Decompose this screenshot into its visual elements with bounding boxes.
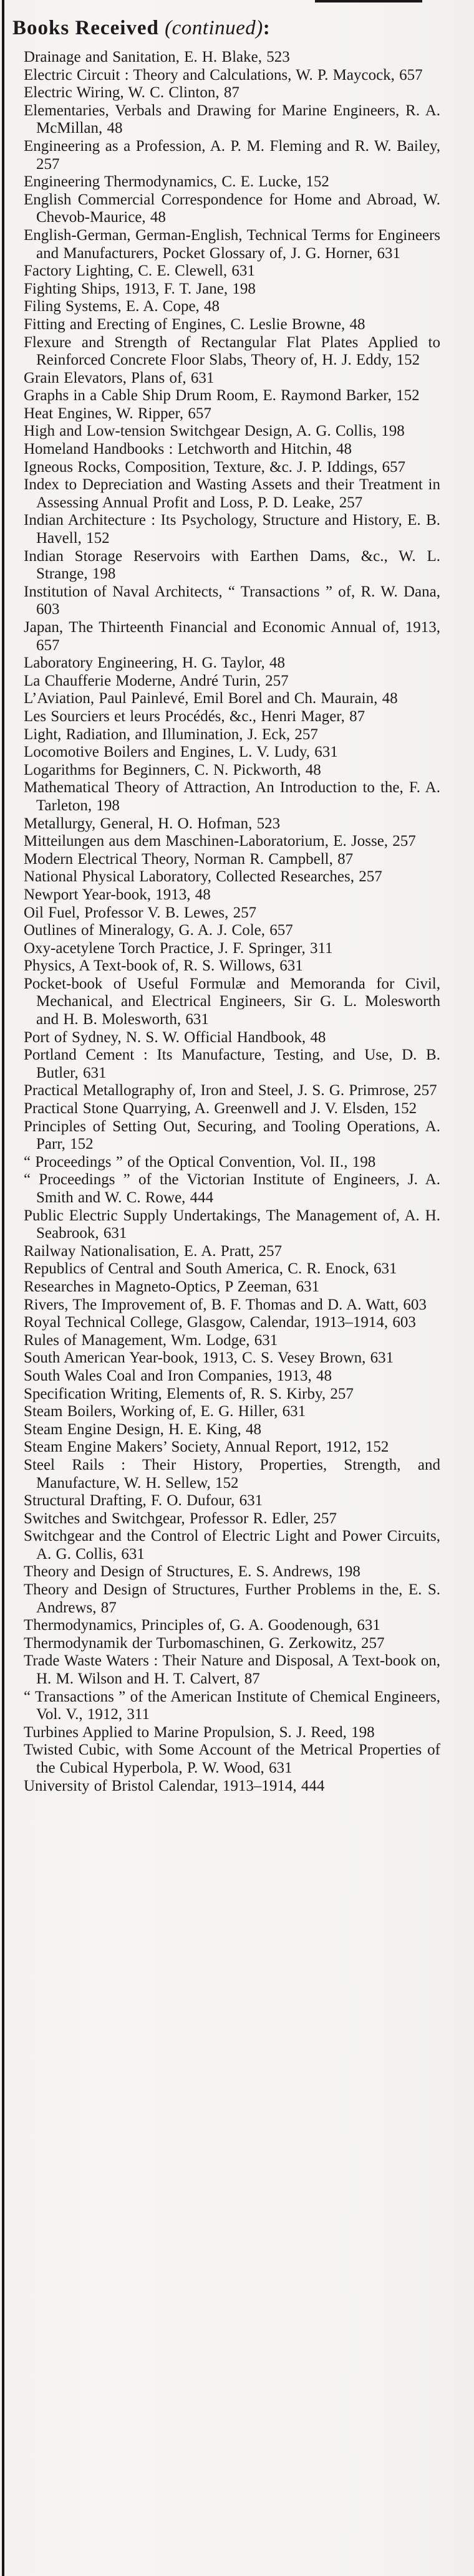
- book-entry: Twisted Cubic, with Some Account of the Metrical Properties of the Cubical Hyperbola, P. W. Wood, 631: [24, 1741, 440, 1776]
- book-entry: Indian Architecture : Its Psychology, Structure and History, E. B. Havell, 152: [24, 512, 440, 547]
- book-entry: Rivers, The Improvement of, B. F. Thomas and D. A. Watt, 603: [24, 1296, 427, 1313]
- book-entry: Railway Nationalisation, E. A. Pratt, 257: [24, 1242, 282, 1260]
- book-entry: English-German, German-English, Technical Terms for Engineers and Manufacturers, Pocket Glossary of, J. G. Horner, 631: [24, 226, 440, 262]
- book-entry: Indian Storage Reservoirs with Earthen Dams, &c., W. L. Strange, 198: [24, 547, 440, 583]
- book-entry: Theory and Design of Structures, Further Problems in the, E. S. Andrews, 87: [24, 1581, 440, 1616]
- book-entry: L’Aviation, Paul Painlevé, Emil Borel and Ch. Maurain, 48: [24, 690, 398, 707]
- book-entry: Specification Writing, Elements of, R. S. Kirby, 257: [24, 1385, 354, 1402]
- section-heading-colon: :: [263, 17, 271, 39]
- section-heading: [0, 0, 474, 40]
- book-entry: Theory and Design of Structures, E. S. Andrews, 198: [24, 1563, 360, 1581]
- book-entry: High and Low-tension Switchgear Design, A. G. Collis, 198: [24, 423, 405, 440]
- book-entry: La Chaufferie Moderne, André Turin, 257: [24, 672, 289, 689]
- book-entry: “ Proceedings ” of the Victorian Institute of Engineers, J. A. Smith and W. C. Rowe, 444: [24, 1171, 440, 1206]
- book-entry: Engineering as a Profession, A. P. M. Fleming and R. W. Bailey, 257: [24, 137, 440, 173]
- book-entry: Light, Radiation, and Illumination, J. Eck, 257: [24, 725, 318, 743]
- book-entry: Mitteilungen aus dem Maschinen-Laboratorium, E. Josse, 257: [24, 833, 416, 850]
- book-entry: University of Bristol Calendar, 1913–1914, 444: [24, 1777, 325, 1794]
- book-entry: Index to Depreciation and Wasting Assets and their Treatment in Assessing Annual Profit and Loss, P. D. Leake, 257: [24, 476, 440, 511]
- book-entry: “ Proceedings ” of the Optical Convention, Vol. II., 198: [24, 1153, 376, 1171]
- book-entry: Heat Engines, W. Ripper, 657: [24, 405, 211, 422]
- book-entry: Les Sourciers et leurs Procédés, &c., Henri Mager, 87: [24, 707, 365, 725]
- book-entry: Turbines Applied to Marine Propulsion, S. J. Reed, 198: [24, 1723, 375, 1741]
- book-entry: Outlines of Mineralogy, G. A. J. Cole, 657: [24, 922, 293, 939]
- book-entry: Practical Stone Quarrying, A. Greenwell and J. V. Elsden, 152: [24, 1100, 417, 1118]
- book-entry: Metallurgy, General, H. O. Hofman, 523: [24, 815, 281, 832]
- book-entry: National Physical Laboratory, Collected Researches, 257: [24, 868, 382, 886]
- book-entry: Homeland Handbooks : Letchworth and Hitchin, 48: [24, 441, 352, 458]
- book-entry: Engineering Thermodynamics, C. E. Lucke, 152: [24, 173, 329, 191]
- book-entry: Thermodynamics, Principles of, G. A. Goodenough, 631: [24, 1617, 380, 1634]
- book-entry: Fitting and Erecting of Engines, C. Leslie Browne, 48: [24, 315, 365, 333]
- book-entry: Factory Lighting, C. E. Clewell, 631: [24, 262, 255, 280]
- book-entry: Oil Fuel, Professor V. B. Lewes, 257: [24, 904, 257, 921]
- book-entry: Principles of Setting Out, Securing, and Tooling Operations, A. Parr, 152: [24, 1118, 440, 1153]
- book-entry: Trade Waste Waters : Their Nature and Disposal, A Text-book on, H. M. Wilson and H. T. Calvert, 87: [24, 1652, 440, 1688]
- book-entry: Portland Cement : Its Manufacture, Testing, and Use, D. B. Butler, 631: [24, 1046, 440, 1081]
- book-entry: Graphs in a Cable Ship Drum Room, E. Raymond Barker, 152: [24, 387, 420, 405]
- book-entry: Logarithms for Beginners, C. N. Pickworth, 48: [24, 761, 321, 778]
- book-list: [0, 40, 474, 1795]
- book-entry: Flexure and Strength of Rectangular Flat Plates Applied to Reinforced Concrete Floor Slabs, Theory of, H. J. Eddy, 152: [24, 333, 440, 369]
- book-entry: Drainage and Sanitation, E. H. Blake, 523: [24, 49, 290, 65]
- book-entry: Elementaries, Verbals and Drawing for Marine Engineers, R. A. McMillan, 48: [24, 102, 440, 137]
- book-entry: Electric Wiring, W. C. Clinton, 87: [24, 84, 239, 102]
- book-entry: Institution of Naval Architects, “ Transactions ” of, R. W. Dana, 603: [24, 583, 440, 618]
- book-entry: Laboratory Engineering, H. G. Taylor, 48: [24, 654, 286, 672]
- top-edge-line: [315, 0, 422, 2]
- book-entry: Switches and Switchgear, Professor R. Edler, 257: [24, 1510, 337, 1527]
- book-entry: Japan, The Thirteenth Financial and Economic Annual of, 1913, 657: [24, 619, 440, 654]
- book-entry: Locomotive Boilers and Engines, L. V. Ludy, 631: [24, 744, 338, 761]
- book-entry: South Wales Coal and Iron Companies, 1913, 48: [24, 1367, 332, 1384]
- book-entry: Steel Rails : Their History, Properties, Strength, and Manufacture, W. H. Sellew, 152: [24, 1456, 440, 1491]
- book-entry: Thermodynamik der Turbomaschinen, G. Zerkowitz, 257: [24, 1634, 385, 1652]
- book-entry: English Commercial Correspondence for Home and Abroad, W. Chevob-Maurice, 48: [24, 191, 440, 226]
- book-entry: Rules of Management, Wm. Lodge, 631: [24, 1331, 278, 1349]
- book-entry: Grain Elevators, Plans of, 631: [24, 369, 215, 386]
- book-entry: Oxy-acetylene Torch Practice, J. F. Springer, 311: [24, 939, 333, 957]
- book-entry: “ Transactions ” of the American Institute of Chemical Engineers, Vol. V., 1912, 311: [24, 1688, 440, 1723]
- book-entry: Structural Drafting, F. O. Dufour, 631: [24, 1492, 263, 1510]
- book-entry: Steam Boilers, Working of, E. G. Hiller, 631: [24, 1403, 306, 1420]
- book-entry: Fighting Ships, 1913, F. T. Jane, 198: [24, 280, 256, 297]
- book-entry: Igneous Rocks, Composition, Texture, &c. J. P. Iddings, 657: [24, 458, 406, 476]
- book-entry: Public Electric Supply Undertakings, The Management of, A. H. Seabrook, 631: [24, 1207, 440, 1242]
- book-entry: Steam Engine Design, H. E. King, 48: [24, 1420, 261, 1438]
- section-heading-title: Books Received: [12, 17, 159, 39]
- book-entry: Practical Metallography of, Iron and Steel, J. S. G. Primrose, 257: [24, 1082, 437, 1099]
- book-entry: Port of Sydney, N. S. W. Official Handbook, 48: [24, 1028, 326, 1046]
- book-entry: Electric Circuit : Theory and Calculations, W. P. Maycock, 657: [24, 66, 423, 84]
- book-entry: Physics, A Text-book of, R. S. Willows, 631: [24, 957, 303, 975]
- book-entry: Royal Technical College, Glasgow, Calendar, 1913–1914, 603: [24, 1314, 416, 1331]
- book-entry: Republics of Central and South America, C. R. Enock, 631: [24, 1260, 397, 1278]
- book-entry: Filing Systems, E. A. Cope, 48: [24, 298, 220, 315]
- left-column-rule: [2, 0, 4, 2576]
- book-entry: Researches in Magneto-Optics, P Zeeman, 631: [24, 1278, 320, 1295]
- book-entry: Pocket-book of Useful Formulæ and Memoranda for Civil, Mechanical, and Electrical Engineers, Sir G. L. Molesworth and H. B. Molesworth, 631: [24, 975, 440, 1028]
- section-heading-continued: (continued): [165, 17, 263, 39]
- book-entry: Newport Year-book, 1913, 48: [24, 886, 211, 903]
- book-entry: Modern Electrical Theory, Norman R. Campbell, 87: [24, 850, 354, 868]
- book-entry: Mathematical Theory of Attraction, An Introduction to the, F. A. Tarleton, 198: [24, 779, 440, 814]
- book-entry: South American Year-book, 1913, C. S. Vesey Brown, 631: [24, 1349, 394, 1367]
- book-entry: Steam Engine Makers’ Society, Annual Report, 1912, 152: [24, 1439, 389, 1456]
- book-entry: Switchgear and the Control of Electric Light and Power Circuits, A. G. Collis, 631: [24, 1528, 440, 1563]
